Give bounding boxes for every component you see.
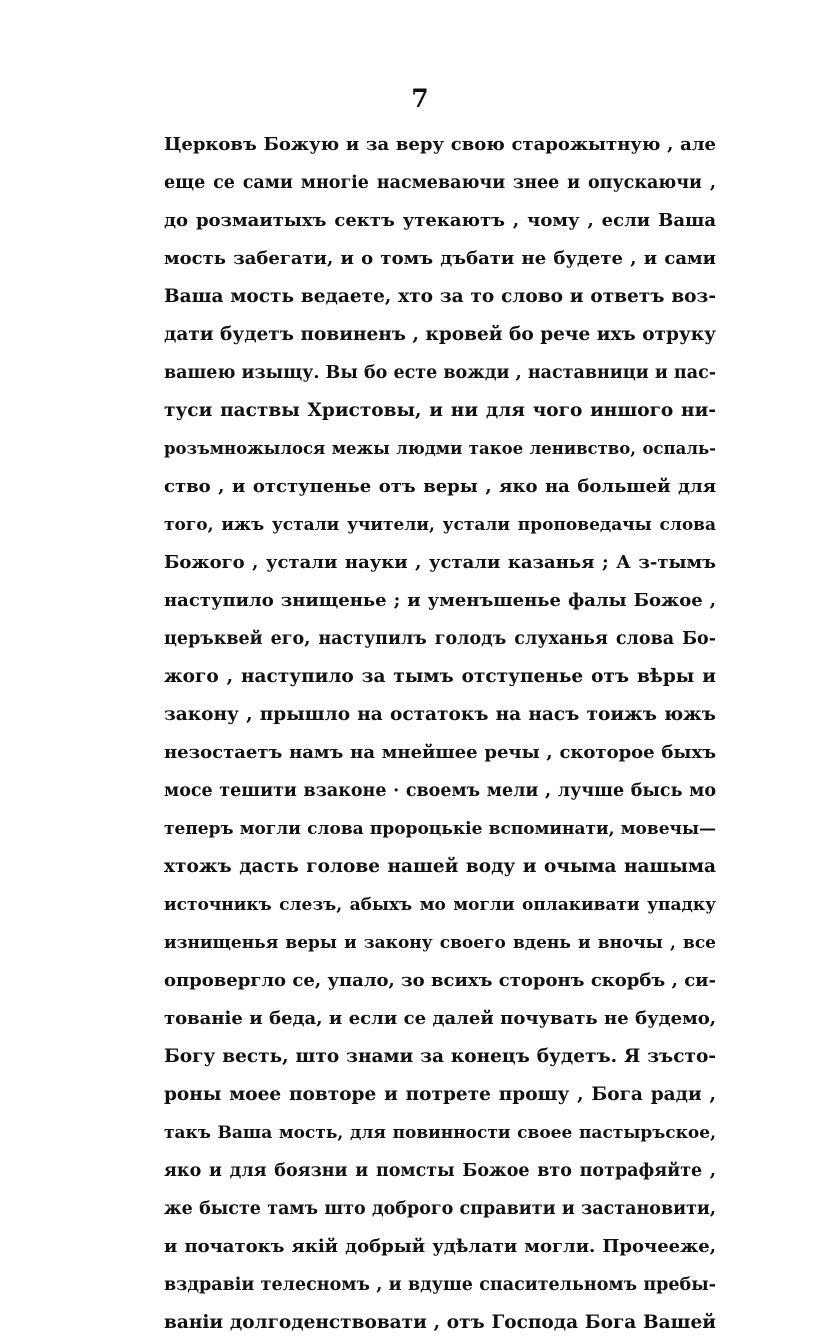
- text-line-10: ство , и отступенье отъ веры , яко на большей для: [164, 476, 716, 497]
- text-line-12: Божого , устали науки , устали казанья ; А з-тымъ: [164, 552, 716, 573]
- text-line-5: Ваша мость ведаете, хто за то слово и ответъ воз-: [164, 286, 716, 307]
- text-line-30: и початокъ якій добрый удѣлати могли. Прочееже,: [164, 1236, 716, 1257]
- text-line-2: еще се сами многіе насмеваючи знее и опускаючи ,: [164, 173, 716, 193]
- text-line-13: наступило знищенье ; и уменъшенье фалы Божое ,: [164, 590, 716, 611]
- text-line-9: розъмножылося межы людми такое ленивство, оспаль-: [164, 439, 716, 458]
- text-line-21: источникъ слезъ, абыхъ мо могли оплакивати упадку: [164, 895, 716, 915]
- text-line-3: до розмаитыхъ сектъ утекаютъ , чому , если Ваша: [164, 210, 716, 231]
- text-line-27: такъ Ваша мость, для повинности своее пастыръское,: [164, 1123, 716, 1143]
- text-line-26: роны моее повторе и потрете прошу , Бога ради ,: [164, 1084, 716, 1105]
- body-text: [164, 126, 716, 1342]
- text-line-7: вашею изыщу. Вы бо есте вожди , наставници и пас-: [164, 363, 716, 383]
- text-line-23: опровергло се, упало, зо всихъ сторонъ скорбъ , си-: [164, 970, 716, 991]
- text-line-22: изнищенья веры и закону своего вдень и вночы , все: [164, 933, 716, 953]
- text-line-14: церъквей его, наступилъ голодъ слуханья слова Бо-: [164, 629, 716, 649]
- text-line-16: закону , прышло на остатокъ на насъ тоижъ южъ: [164, 704, 716, 725]
- text-line-20: хтожъ дасть голове нашей воду и очыма нашыма: [164, 856, 716, 877]
- text-line-28: яко и для боязни и помсты Божое вто потрафяйте ,: [164, 1161, 716, 1181]
- text-line-18: мосе тешити взаконе · своемъ мели , лучше бысь мо: [164, 781, 716, 801]
- text-line-17: незостаетъ намъ на мнейшее речы , скоторое быхъ: [164, 742, 716, 763]
- text-line-6: дати будетъ повиненъ , кровей бо рече ихъ отруку: [164, 324, 716, 345]
- page-number: 7: [411, 84, 429, 113]
- text-line-8: туси паствы Христовы, и ни для чого иншого ни-: [164, 400, 716, 421]
- text-line-19: теперъ могли слова пророцькіе вспоминати, мовечы—: [164, 819, 716, 839]
- text-line-32: ваніи долгоденствовати , отъ Господа Бога Вашей: [164, 1312, 716, 1333]
- text-line-4: мость забегати, и о томъ дъбати не будете , и сами: [164, 248, 716, 269]
- text-line-25: Богу весть, што знами за конецъ будетъ. Я зъсто-: [164, 1046, 716, 1067]
- text-line-31: вздравіи телесномъ , и вдуше спасительномъ пребы-: [164, 1275, 716, 1295]
- text-line-1: Церковъ Божую и за веру свою старожытную , але: [164, 134, 716, 155]
- text-line-15: жого , наступило за тымъ отступенье отъ вѣры и: [164, 666, 716, 687]
- text-line-24: тованіе и беда, и если се далей почувать не будемо,: [164, 1008, 716, 1029]
- text-line-11: того, ижъ устали учители, устали проповедачы слова: [164, 515, 716, 535]
- text-line-29: же бысте тамъ што доброго справити и застановити,: [164, 1199, 716, 1219]
